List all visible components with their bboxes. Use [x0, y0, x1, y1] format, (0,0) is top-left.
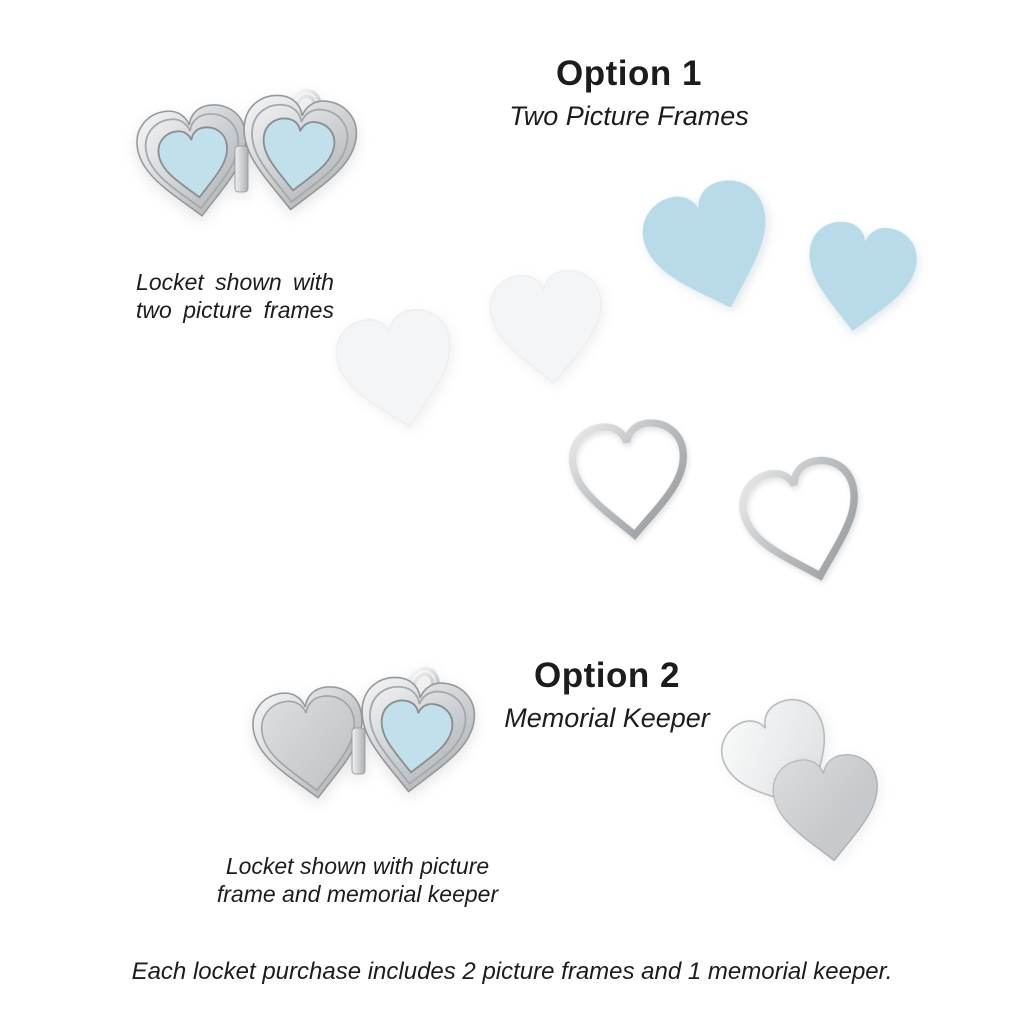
footer-note: Each locket purchase includes 2 picture frames and 1 memorial keeper. [131, 958, 893, 985]
option1-subtitle: Two Picture Frames [509, 101, 749, 131]
locket2-right-half-picture-frame [353, 674, 478, 799]
option1-heading-block [459, 54, 799, 132]
option2-title: Option 2 [534, 656, 680, 695]
locket-hinge-icon [235, 146, 248, 192]
option1-caption-line2: two picture frames [136, 297, 334, 323]
silver-wire-heart-left [558, 403, 702, 560]
silver-wire-heart-right [721, 436, 889, 609]
blue-picture-frame-heart-right [787, 202, 933, 356]
option2-locket-caption [205, 852, 510, 908]
option2-caption-line2: frame and memorial keeper [216, 881, 499, 907]
blue-picture-frame-heart-left [617, 156, 807, 344]
option2-caption-line1: Locket shown with picture [225, 853, 490, 879]
white-insert-heart-left [316, 284, 481, 461]
locket2-hinge-icon [352, 728, 365, 774]
option1-caption-line1: Locket shown with [136, 269, 334, 295]
memorial-keeper-heart-front [758, 735, 898, 885]
locket-right-half [235, 92, 360, 217]
open-locket-memorial-keeper-photo [232, 652, 482, 852]
option1-title: Option 1 [556, 54, 702, 93]
white-insert-heart-right [475, 250, 622, 409]
option2-subtitle: Memorial Keeper [504, 703, 710, 733]
open-locket-two-picture-frames-photo [118, 72, 363, 267]
